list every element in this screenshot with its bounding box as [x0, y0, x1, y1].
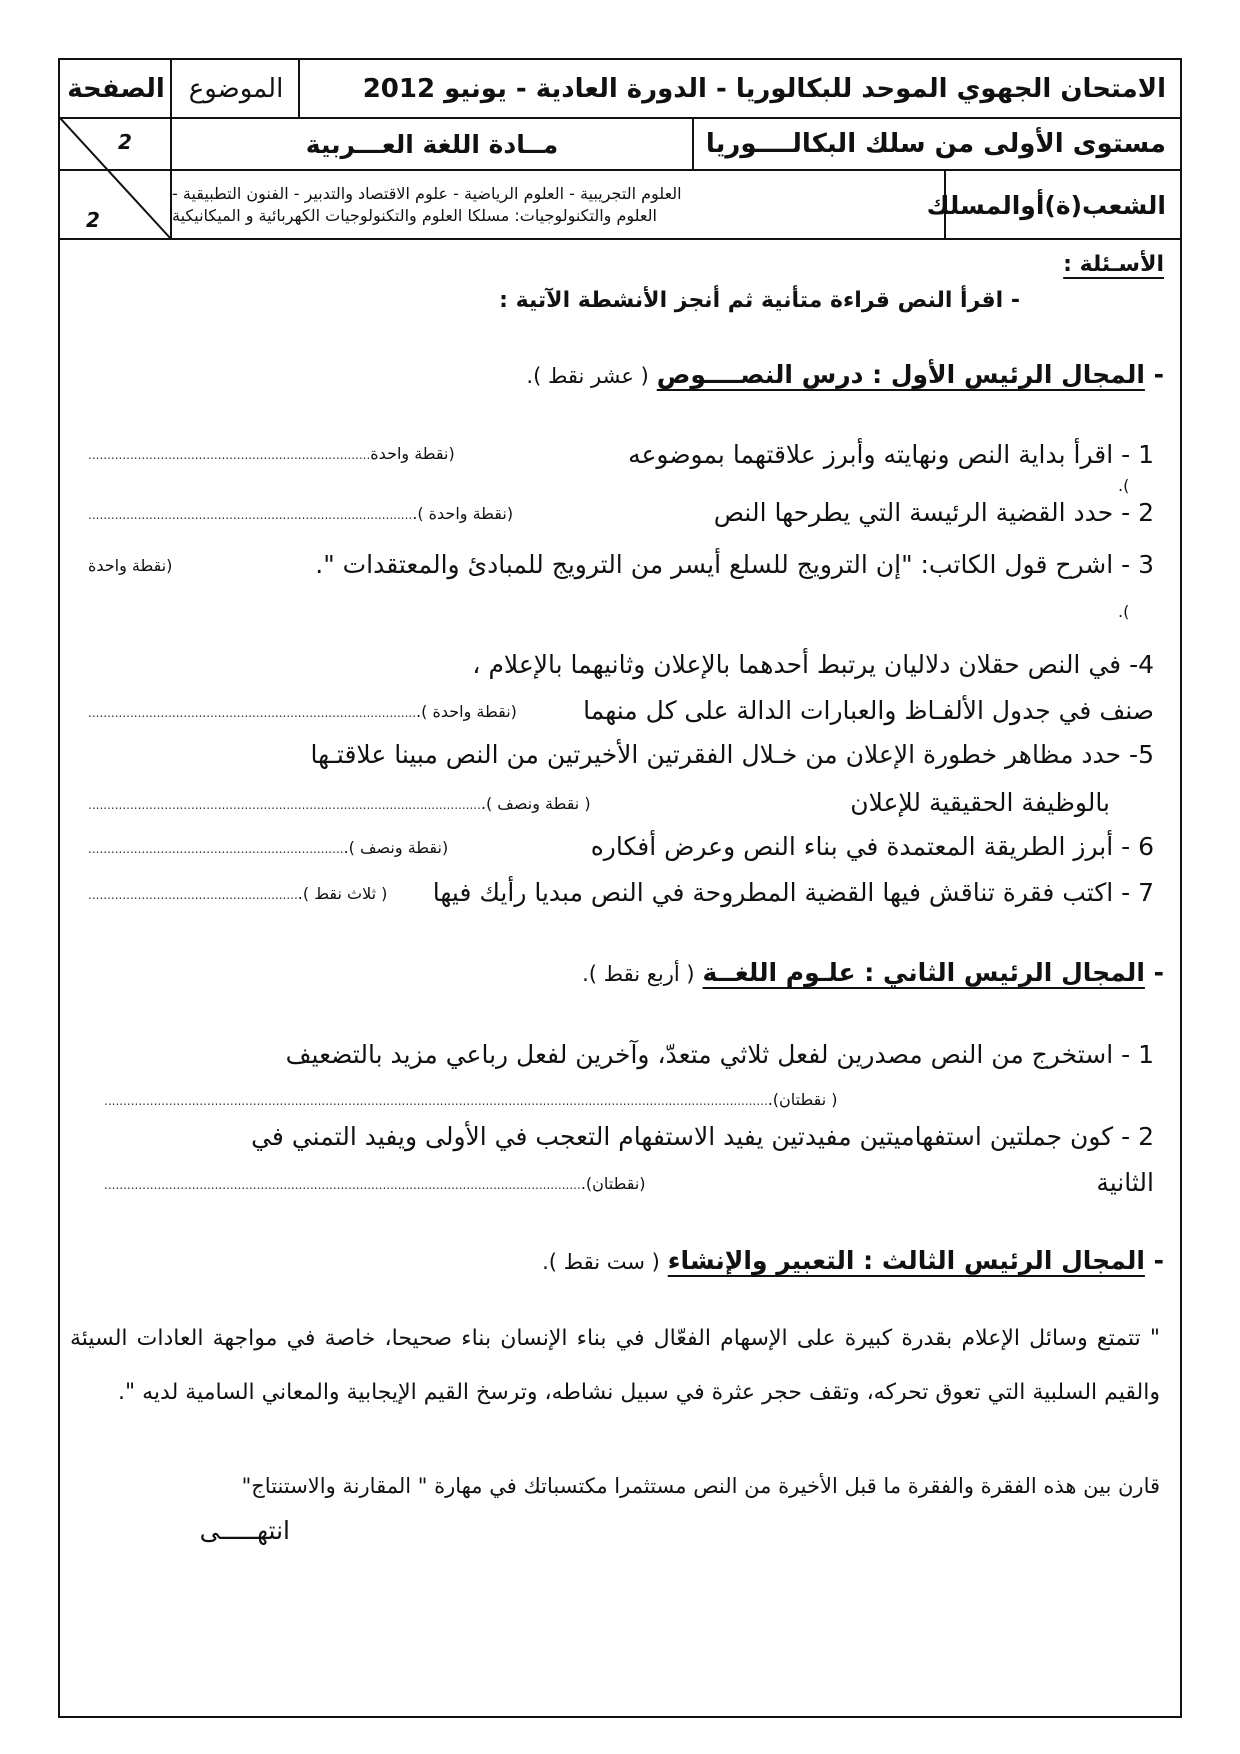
question-text: الثانية [1096, 1168, 1154, 1197]
branches-line: العلوم التجريبية - العلوم الرياضية - علوم الاقتصاد والتدبير - الفنون التطبيقية - [172, 184, 682, 203]
exam-title: الامتحان الجهوي الموحد للبكالوريا - الدورة العادية - يونيو 2012 [362, 74, 1166, 104]
quoted-passage: " تتمتع وسائل الإعلام بقدرة كبيرة على الإسهام الفعّال في بناء الإنسان بناء صحيحا، خاصة في مواجهة العادات السيئة والقيم السلبية التي تعوق تحركه، وتقف حجر عثرة في سبيل نشاطه، وترسخ القيم الإيجابية والمعاني السامية لديه ". [70, 1326, 1160, 1405]
level-text: مستوى الأولى من سلك البكالــــوريا [705, 129, 1166, 159]
question-points: (نقطتان).............................................................................................................................. [104, 1174, 646, 1193]
question-text: 2 - حدد القضية الرئيسة التي يطرحها النص [713, 498, 1154, 527]
points-label: (نقطتان). [580, 1174, 646, 1193]
question-text: 5- حدد مظاهر خطورة الإعلان من خـلال الفقرتين الأخيرتين من النص مبينا علاقتـها [310, 740, 1154, 769]
question-points: (نقطة واحدة.......................................................................... [88, 444, 455, 463]
question-text: 7 - اكتب فقرة تناقش فيها القضية المطروحة في النص مبديا رأيك فيها [432, 878, 1154, 907]
section-prefix: - [1144, 360, 1164, 389]
branch-label: الشعب(ة)أوالمسلك [926, 190, 1166, 220]
question-points: (نقطة واحدة )....................................................................................... [88, 702, 517, 721]
points-label: (نقطة واحدة ). [416, 702, 517, 721]
points-label: (نقطة واحدة ). [412, 504, 514, 523]
section-points: ( أربع نقط ). [582, 962, 695, 986]
points-label: (نقطة ونصف ). [343, 838, 449, 857]
question-text: 6 - أبرز الطريقة المعتمدة في بناء النص وعرض أفكاره [590, 832, 1154, 861]
points-label: (نقطة واحدة [370, 444, 455, 463]
section-prefix: - [1144, 958, 1164, 987]
subject-name: مــادة اللغة العـــربية [305, 129, 559, 159]
end-mark: انتهـــــى [199, 1516, 290, 1545]
section-heading [526, 360, 1164, 389]
section-heading [542, 1246, 1164, 1275]
section-heading [582, 958, 1164, 987]
branches-list [172, 170, 944, 240]
points-close: ). [1118, 602, 1130, 621]
points-label: (نقطة واحدة [88, 556, 173, 575]
page-total: 2 [86, 208, 100, 232]
points-close: ). [1118, 476, 1130, 495]
page-cell-diagonal [60, 118, 172, 240]
section-points: ( ست نقط ). [542, 1250, 660, 1274]
subject-label: الموضوع [188, 74, 284, 104]
question-points: (نقطة ونصف ).................................................................... [88, 838, 449, 857]
question-text: 3 - اشرح قول الكاتب: "إن الترويج للسلع أيسر من الترويج للمبادئ والمعتقدات ". [315, 550, 1154, 579]
question-points: ( نقطتان)............................................................................................................................................................................... [104, 1090, 838, 1109]
exam-page [60, 60, 1180, 1716]
points-label: ( نقطة ونصف ). [480, 794, 591, 813]
question-points: (نقطة واحدة )...................................................................................... [88, 504, 514, 523]
question-text: بالوظيفة الحقيقية للإعلان [850, 788, 1110, 817]
header-table [60, 60, 1180, 240]
question-text: 2 - كون جملتين استفهاميتين مفيدتين يفيد الاستفهام التعجب في الأولى ويفيد التمني في [251, 1122, 1154, 1151]
question-points: ( ثلاث نقط )........................................................ [88, 884, 388, 903]
section-title: المجال الرئيس الثاني : علـوم اللغــة [702, 958, 1145, 987]
section-title: المجال الرئيس الثالث : التعبير والإنشاء [667, 1246, 1145, 1275]
points-label: ( ثلاث نقط ). [297, 884, 388, 903]
branches-line: العلوم والتكنولوجيات: مسلكا العلوم والتكنولوجيات الكهربائية و الميكانيكية [172, 206, 657, 225]
question-text: 4- في النص حقلان دلاليان يرتبط أحدهما بالإعلان وثانيهما بالإعلام ، [472, 650, 1154, 679]
page-number: 2 [118, 130, 132, 154]
section-title: المجال الرئيس الأول : درس النصــــوص [656, 360, 1145, 389]
question-text: صنف في جدول الألفـاظ والعبارات الدالة على كل منهما [583, 696, 1154, 725]
instruction: - اقرأ النص قراءة متأنية ثم أنجز الأنشطة الآتية : [499, 288, 1020, 313]
task-text: قارن بين هذه الفقرة والفقرة ما قبل الأخيرة من النص مستثمرا مكتسباتك في مهارة " المقارنة والاستنتاج" [241, 1474, 1160, 1498]
question-points: ( نقطة ونصف )........................................................................................................ [88, 794, 591, 813]
points-label: ( نقطتان). [767, 1090, 838, 1109]
section-prefix: - [1144, 1246, 1164, 1275]
question-text: 1 - اقرأ بداية النص ونهايته وأبرز علاقتهما بموضوعه [628, 440, 1154, 469]
questions-heading: الأسـئلة : [1063, 252, 1164, 277]
section-points: ( عشر نقط ). [526, 364, 649, 388]
page-label: الصفحة [67, 74, 165, 104]
question-text: 1 - استخرج من النص مصدرين لفعل ثلاثي متعدّ، وآخرين لفعل رباعي مزيد بالتضعيف [285, 1040, 1154, 1069]
